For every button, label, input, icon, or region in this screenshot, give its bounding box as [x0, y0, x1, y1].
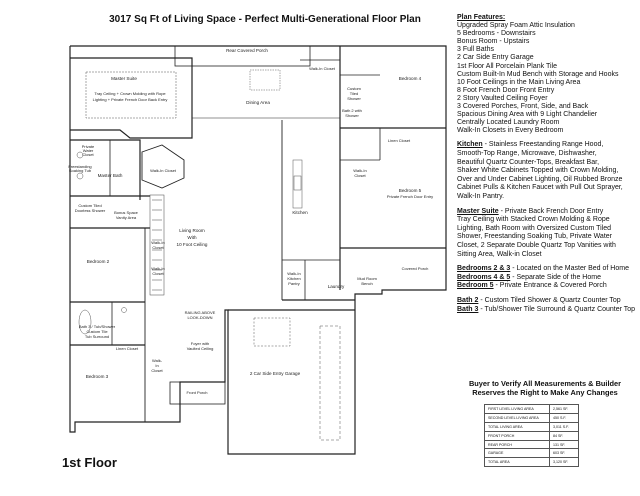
feature-item: 3 Covered Porches, Front, Side, and Back [457, 103, 589, 111]
area-label: SECOND LEVEL LIVING AREA [485, 413, 550, 422]
feature-item: 8 Foot French Door Front Entry [457, 86, 555, 94]
feature-item: Custom Built-In Mud Bench with Storage and Hooks [457, 70, 619, 78]
pantry-label-1: Walk-In [287, 271, 301, 276]
living-room-label-3: 10 Foot Ceiling [176, 242, 208, 247]
bedroom5-label-1: Bedroom 5 [398, 188, 422, 193]
master-line: Lighting, Bath Room with Oversized Custom Tiled [457, 224, 612, 232]
master-section-label: Master Suite [457, 207, 499, 215]
area-value: 3,120 SF. [550, 458, 579, 467]
kitchen-section-label: Kitchen [457, 141, 483, 149]
plan-title: 3017 Sq Ft of Living Space - Perfect Multi-Generational Floor Plan [109, 14, 421, 25]
wic-b2-label-2: Closet [152, 245, 164, 250]
area-value: 84 SF. [550, 431, 579, 440]
area-value: 131 SF. [550, 440, 579, 449]
master-detail-label-2: Lighting + Private French Door Back Entry [92, 97, 168, 102]
bedrooms-text: - Private Entrance & Covered Porch [493, 282, 607, 290]
area-label: TOTAL AREA [485, 458, 550, 467]
foyer-label-2: Vaulted Ceiling [186, 346, 214, 351]
master-line: Closet, 2 Separate Double Quartz Top Vanities with [457, 241, 616, 249]
kitchen-label: Kitchen [292, 210, 308, 215]
feature-item: Walk-In Closets in Every Bedroom [457, 127, 564, 135]
area-row [485, 405, 579, 414]
area-table [484, 404, 579, 467]
soaking-tub-label-2: Soaking Tub [68, 168, 92, 173]
pantry-label-3: Pantry [288, 281, 300, 286]
private-water-label-1: Private [81, 144, 95, 149]
bedroom5-label-2: Private French Door Entry [386, 194, 434, 199]
features-heading: Plan Features: [457, 14, 506, 21]
area-row [485, 449, 579, 458]
feature-item: Spacious Dining Area with 9 Light Chandelier [457, 111, 598, 119]
baths-label: Bath 3 [457, 305, 479, 313]
kitchen-line: Smooth-Top Range, Microwave, Dishwasher, [457, 150, 597, 157]
area-label: FIRST LEVEL LIVING AREA [485, 405, 550, 414]
area-value: 603 SF. [550, 449, 579, 458]
wic-b2-label-1: Walk-In [151, 240, 165, 245]
area-row [485, 458, 579, 467]
wic-b2b-label-2: Closet [152, 271, 164, 276]
private-water-label-3: Closet [82, 152, 94, 157]
mudroom-label-1: Mud Room [357, 276, 377, 281]
master-line: Sitting Area, Walk-in Closet [457, 250, 542, 258]
laundry-label: Laundry [327, 284, 345, 289]
floor-label: 1st Floor [62, 455, 117, 470]
buyer-note-line: Buyer to Verify All Measurements & Builder [468, 379, 622, 388]
bath3-label-2: Custom Tile [86, 329, 108, 334]
master-detail-label-1: Tray Ceiling + Crown Molding with Rope [94, 91, 166, 96]
living-room-label-1: Living Room [179, 228, 205, 233]
bedrooms-label: Bedroom 5 [457, 282, 494, 290]
dining-area-label: Dining Area [246, 100, 270, 105]
baths-section [457, 297, 637, 314]
foyer-label-1: Foyer with [190, 341, 210, 346]
feature-item: Upgraded Spray Foam Attic Insulation [457, 22, 575, 30]
area-label: REAR PORCH [485, 440, 550, 449]
bath3-label-3: Tub Surround [84, 334, 110, 339]
master-line: Tray Ceiling with Stacked Crown Molding & Rope [457, 216, 610, 224]
kitchen-line: Cabinet Pulls & Kitchen Faucet with Pull Out Sprayer, [457, 184, 623, 192]
feature-item: Centrally Located Laundry Room [457, 119, 560, 127]
bedrooms-text: - Located on the Master Bed of Home [510, 265, 629, 273]
pantry-label-2: Kitchen [287, 276, 301, 281]
master-wic-label: Walk-In Closet [150, 168, 176, 173]
wic-b3-label-1: Walk- [151, 358, 163, 363]
custom-tiled-label-1: Custom [347, 86, 361, 91]
bath3-label-1: Bath 3 / Tub/Shower [78, 324, 116, 329]
area-value: 2,561 SF. [550, 405, 579, 414]
wic-b3-label-3: Closet [151, 368, 163, 373]
baths-text: - Tub/Shower Tile Surround & Quartz Counter Top [478, 305, 636, 313]
wic-b3-label-2: In [155, 363, 159, 368]
master-line: Shower, Freestanding Soaking Tub, Private Water [457, 233, 612, 241]
bath2-label-2: Shower [345, 113, 359, 118]
front-porch-label: Front Porch [186, 390, 208, 395]
fixtures [74, 70, 340, 440]
vanity-label-2: Vanity Area [115, 215, 137, 220]
area-label: FRONT PORCH [485, 431, 550, 440]
plan-features [457, 14, 637, 314]
feature-item: 2 Car Side Entry Garage [457, 54, 534, 62]
buyer-note-line: Reserves the Right to Make Any Changes [472, 388, 618, 397]
area-label: TOTAL LIVING AREA [485, 422, 550, 431]
area-value: 3,011 S.F. [550, 422, 579, 431]
feature-item: 3 Full Baths [457, 46, 494, 54]
tiled-shower-label-1: Custom Tiled [78, 203, 102, 208]
bedroom4-label: Bedroom 4 [398, 76, 422, 81]
area-row [485, 413, 579, 422]
garage-label: 2 Car Side Entry Garage [249, 371, 301, 376]
area-row [485, 422, 579, 431]
mudroom-label-2: Bench [361, 281, 373, 286]
bedrooms-label: Bedrooms 4 & 5 [457, 273, 511, 281]
buyer-note [465, 379, 625, 397]
bath2-label-1: Bath 2 with [342, 108, 362, 113]
walls [70, 46, 446, 454]
kitchen-section [457, 141, 637, 201]
area-label: GARAGE [485, 449, 550, 458]
linen-closet-label: Linen Closet [387, 138, 411, 143]
kitchen-line: - Stainless Freestanding Range Hood, [482, 141, 604, 149]
master-suite-label: Master Suite [111, 76, 137, 81]
feature-item: 5 Bedrooms - Downstairs [457, 30, 536, 38]
master-section [457, 208, 637, 260]
feature-item: 1st Floor All Porcelain Plank Tile [457, 62, 557, 70]
wic-top-label: Walk-In Closet [309, 66, 335, 71]
bedrooms-section [457, 265, 637, 291]
kitchen-line: Walk-In Pantry. [457, 192, 505, 200]
custom-tiled-label-2: Tiled [349, 91, 359, 96]
wic-b2b-label-1: Walk-In [151, 266, 165, 271]
feature-item: Bonus Room - Upstairs [457, 38, 530, 46]
master-bath-label: Master Bath [97, 173, 123, 178]
bedroom2-label: Bedroom 2 [86, 259, 110, 264]
feature-list [457, 22, 637, 135]
railing-label-1: RAILING ABOVE [184, 310, 216, 315]
linen-closet-2-label: Linen Closet [115, 346, 139, 351]
bedrooms-label: Bedrooms 2 & 3 [457, 265, 511, 273]
rear-porch-label: Rear Covered Porch [226, 48, 268, 53]
soaking-tub-label-1: Freestanding [68, 164, 92, 169]
area-value: 450 S.F. [550, 413, 579, 422]
living-room-label-2: With [187, 235, 197, 240]
covered-porch-label: Covered Porch [401, 266, 429, 271]
feature-item: 2 Story Vaulted Ceiling Foyer [457, 94, 548, 102]
wic-b5-label-1: Walk-In [353, 168, 367, 173]
room-labels [68, 48, 433, 395]
railing-label-2: LOOK-DOWN [187, 315, 213, 320]
kitchen-line: Over and Under Cabinet Lighting, Oil Rubbed Bronze [457, 175, 623, 183]
master-line: - Private Back French Door Entry [498, 207, 604, 215]
baths-text: - Custom Tiled Shower & Quartz Counter Top [478, 296, 621, 304]
feature-item: 10 Foot Ceilings in the Main Living Area [457, 78, 581, 86]
bedroom3-label: Bedroom 3 [85, 374, 109, 379]
tiled-shower-label-2: Doorless Shower [74, 208, 106, 213]
wic-b5-label-2: Closet [354, 173, 366, 178]
baths-label: Bath 2 [457, 296, 479, 304]
vanity-label-1: Bonus Space [114, 210, 138, 215]
bedrooms-text: - Separate Side of the Home [510, 273, 601, 281]
kitchen-line: Shaker White Cabinets Topped with Crown Molding, [457, 167, 619, 175]
kitchen-line: Beautiful Quartz Counter-Tops, Breakfast Bar, [457, 158, 600, 166]
custom-tiled-label-3: Shower [347, 96, 361, 101]
private-water-label-2: Water [82, 148, 94, 153]
area-row [485, 431, 579, 440]
area-row [485, 440, 579, 449]
